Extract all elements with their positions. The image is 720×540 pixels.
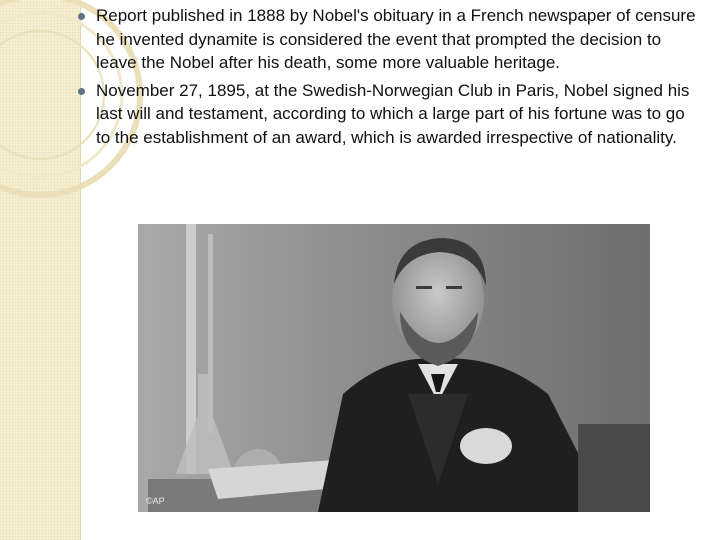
portrait-photo (138, 224, 650, 512)
photo-credit: ©AP (146, 496, 165, 506)
bullet-item (72, 4, 702, 75)
bullet-item (72, 79, 702, 150)
bullet-list (72, 4, 702, 153)
bullet-icon (78, 88, 85, 95)
bullet-icon (78, 13, 85, 20)
portrait-image (138, 224, 650, 512)
bullet-text: Report published in 1888 by Nobel's obituary in a French newspaper of censure he invented dynamite is considered the event that prompted the decision to leave the Nobel after his death, some more valuable heritage. (96, 6, 696, 72)
bullet-text: November 27, 1895, at the Swedish-Norwegian Club in Paris, Nobel signed his last will and testament, according to which a large part of his fortune was to go to the establishment of an award, which is awarded irrespective of nationality. (96, 80, 690, 147)
